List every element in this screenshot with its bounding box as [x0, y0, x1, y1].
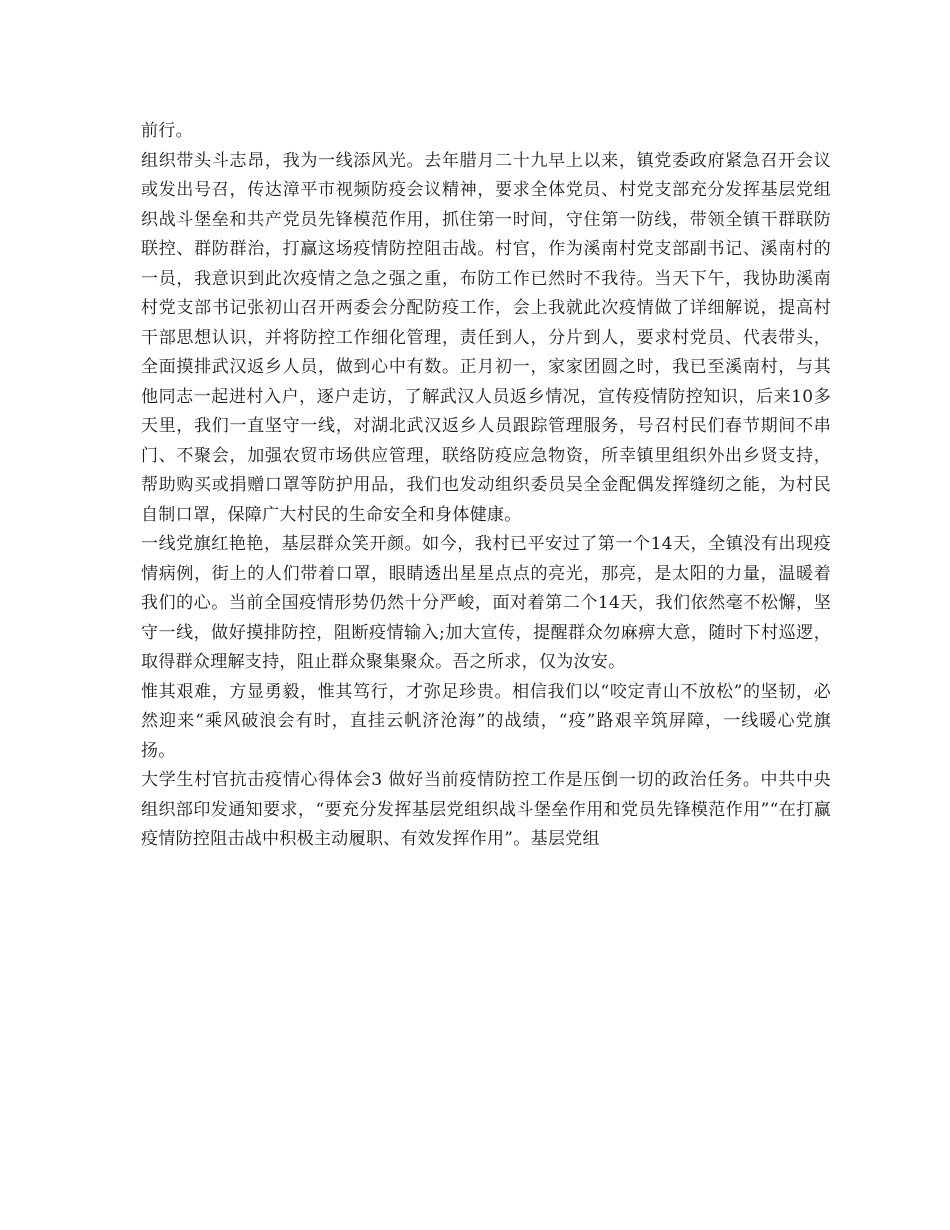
paragraph-perseverance: 惟其艰难，方显勇毅，惟其笃行，才弥足珍贵。相信我们以“咬定青山不放松”的坚韧，必然迎来“乘风破浪会有时，直挂云帆济沧海”的战绩，“疫”路艰辛筑屏障，一线暖心党旗扬。 — [141, 681, 831, 761]
document-body — [141, 117, 831, 855]
paragraph-party-flag: 一线党旗红艳艳，基层群众笑开颜。如今，我村已平安过了第一个14天，全镇没有出现疫情病例，街上的人们带着口罩，眼睛透出星星点点的亮光，那亮，是太阳的力量，温暖着我们的心。当前全国疫情形势仍然十分严峻，面对着第二个14天，我们依然毫不松懈，坚守一线，做好摸排防控，阻断疫情输入;加大宣传，提醒群众勿麻痹大意，随时下村巡逻，取得群众理解支持，阻止群众聚集聚众。吾之所求，仅为汝安。 — [141, 534, 831, 672]
paragraph-organization: 组织带头斗志昂，我为一线添风光。去年腊月二十九早上以来，镇党委政府紧急召开会议或发出号召，传达漳平市视频防疫会议精神，要求全体党员、村党支部充分发挥基层党组织战斗堡垒和共产党员先锋模范作用，抓住第一时间，守住第一防线，带领全镇干群联防联控、群防群治，打赢这场疫情防控阻击战。村官，作为溪南村党支部副书记、溪南村的一员，我意识到此次疫情之急之强之重，布防工作已然时不我待。当天下午，我协助溪南村党支部书记张初山召开两委会分配防疫工作，会上我就此次疫情做了详细解说，提高村干部思想认识，并将防控工作细化管理，责任到人，分片到人，要求村党员、代表带头，全面摸排武汉返乡人员，做到心中有数。正月初一，家家团圆之时，我已至溪南村，与其他同志一起进村入户，逐户走访，了解武汉人员返乡情况，宣传疫情防控知识，后来10多天里，我们一直坚守一线，对湖北武汉返乡人员跟踪管理服务，号召村民们春节期间不串门、不聚会，加强农贸市场供应管理，联络防疫应急物资，所幸镇里组织外出乡贤支持，帮助购买或捐赠口罩等防护用品，我们也发动组织委员吴全金配偶发挥缝纫之能，为村民自制口罩，保障广大村民的生命安全和身体健康。 — [141, 150, 831, 525]
paragraph-essay-3-intro: 大学生村官抗击疫情心得体会3 做好当前疫情防控工作是压倒一切的政治任务。中共中央组织部印发通知要求，“要充分发挥基层党组织战斗堡垒作用和党员先锋模范作用”“在打赢疫情防控阻击战中积极主动履职、有效发挥作用”。基层党组 — [141, 770, 831, 849]
paragraph-continuation: 前行。 — [141, 121, 193, 141]
